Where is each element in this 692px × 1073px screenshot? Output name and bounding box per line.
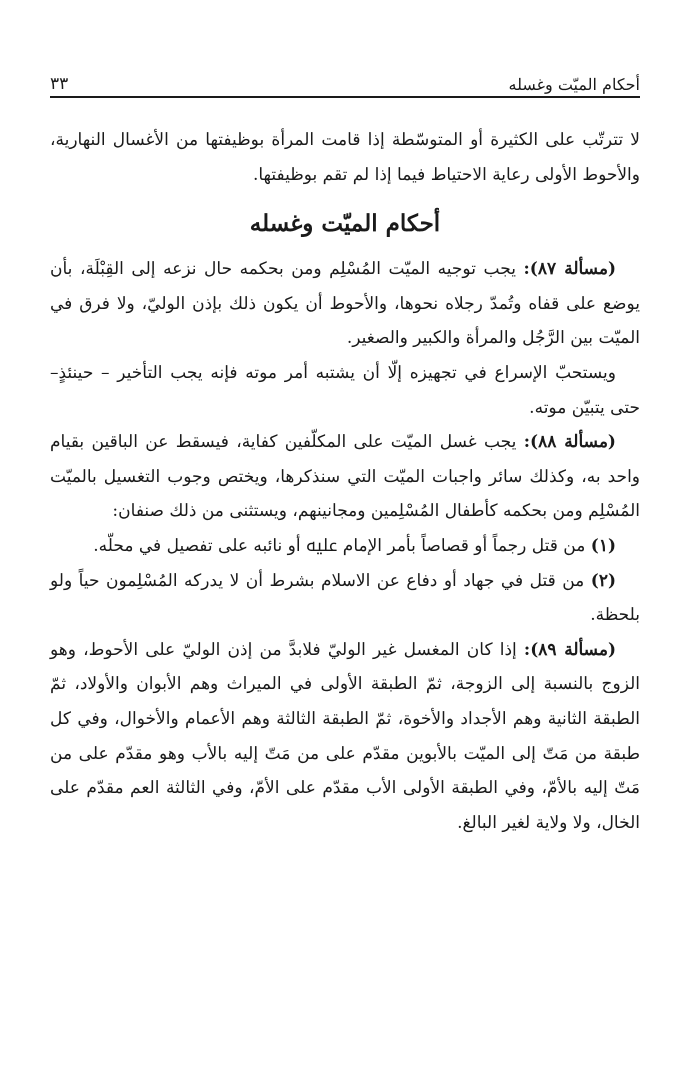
masala-88-label: (مسألة ٨٨): bbox=[523, 432, 616, 453]
item-2 bbox=[50, 564, 640, 633]
masala-88 bbox=[50, 425, 640, 529]
page bbox=[50, 0, 640, 1073]
running-header bbox=[50, 66, 640, 94]
item-1-label: (١) bbox=[590, 535, 616, 556]
item-1 bbox=[50, 529, 640, 564]
masala-89-label: (مسألة ٨٩): bbox=[523, 639, 616, 660]
header-rule bbox=[50, 96, 640, 98]
item-2-text: من قتل في جهاد أو دفاع عن الاسلام بشرط أن لا يدركه المُسْلِمون حياً ولو بلحظة. bbox=[50, 570, 640, 626]
masala-89 bbox=[50, 633, 640, 841]
masala-87-continued: ويستحبّ الإسراع في تجهيزه إلّا أن يشتبه أمر موته فإنه يجب التأخير – حينئذٍ– حتى يتبيّن موته. bbox=[50, 362, 640, 418]
running-title: أحكام الميّت وغسله bbox=[508, 75, 640, 94]
masala-87 bbox=[50, 252, 640, 356]
intro-paragraph: لا تترتّب على الكثيرة أو المتوسّطة إذا قامت المرأة بوظيفتها من الأغسال النهارية، والأحوط الأولى رعاية الاحتياط فيما إذا لم تقم بوظيفتها. bbox=[50, 130, 640, 185]
masala-87-label: (مسألة ٨٧): bbox=[523, 259, 616, 280]
masala-87-text: يجب توجيه الميّت المُسْلِم ومن بحكمه حال نزعه إلى القِبْلَة، بأن يوضع على قفاه وتُمدّ رجلاه نحوها، والأحوط أن يكون ذلك بإذن الوليّ، ولا فرق في الميّت بين الرَّجُل والمرأة والكبير والصغير. bbox=[50, 259, 640, 349]
page-number: ٣٣ bbox=[50, 74, 69, 94]
masala-89-text: إذا كان المغسل غير الوليّ فلابدَّ من إذن الوليّ على الأحوط، وهو الزوج بالنسبة إلى الزوجة، ثمّ الطبقة الأولى في الميراث وهم الأبوان والأولاد، ثمّ الطبقة الثانية وهم الأجداد والأخوة، ثمّ الطبقة الثالثة وهم الأعمام والأخوال، وفي كل طبقة من مَتّ إلى الميّت بالأبوين مقدّم على من مَتّ إليه بالأب وهو مقدّم على من مَتّ إليه بالأمّ، وفي الطبقة الأولى الأب مقدّم على الأمّ، وفي الثالثة العم مقدّم على الخال، ولا ولاية لغير البالغ. bbox=[50, 639, 640, 833]
masala-88-text: يجب غسل الميّت على المكلّفين كفاية، فيسقط عن الباقين بقيام واحد به، وكذلك سائر واجبات الميّت التي سنذكرها، ويختص وجوب التغسيل بالميّت المُسْلِم ومن بحكمه كأطفال المُسْلِمين ومجانينهم، ويستثنى من ذلك صنفان: bbox=[50, 432, 640, 522]
item-2-label: (٢) bbox=[590, 570, 616, 591]
section-title: أحكام الميّت وغسله bbox=[249, 210, 441, 238]
page-body bbox=[50, 123, 640, 840]
item-1-text: من قتل رجماً أو قصاصاً بأمر الإمام ﷷ أو نائبه على تفصيل في محلّه. bbox=[93, 535, 591, 556]
